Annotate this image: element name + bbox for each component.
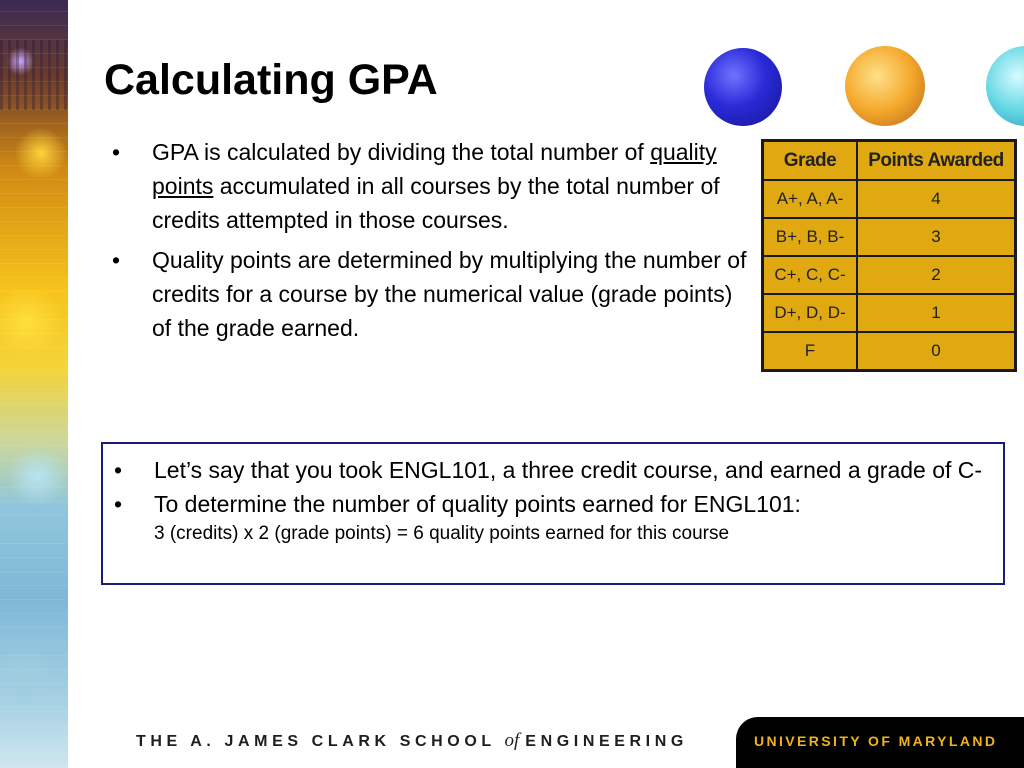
table-row [763, 332, 1016, 371]
gold-sphere-decoration [845, 46, 925, 126]
bullet-quality-points-definition [112, 243, 754, 345]
points-cell: 2 [857, 256, 1016, 294]
bullet-text: Let’s say that you took ENGL101, a three credit course, and earned a grade of C- [154, 457, 983, 483]
table-row [763, 180, 1016, 218]
bullet-example-calculation [114, 487, 994, 547]
points-cell: 4 [857, 180, 1016, 218]
decorative-left-strip [0, 0, 68, 768]
slide-title: Calculating GPA [104, 56, 438, 104]
points-cell: 1 [857, 294, 1016, 332]
blue-sphere-decoration [704, 48, 782, 126]
bullet-text: GPA is calculated by dividing the total number of [152, 139, 651, 165]
points-cell: 0 [857, 332, 1016, 371]
school-name-footer [136, 730, 688, 752]
circuit-lines-graphic [0, 0, 68, 768]
bullet-gpa-definition [112, 135, 754, 237]
grade-cell: C+, C, C- [763, 256, 858, 294]
bullet-text: Quality points are determined by multiplying the number of credits for a course by the numerical value (grade points) of the grade earned. [152, 247, 747, 341]
university-name: UNIVERSITY OF MARYLAND [754, 733, 998, 749]
table-header-row [763, 141, 1016, 181]
school-of-text: of [504, 730, 520, 751]
grade-cell: A+, A, A- [763, 180, 858, 218]
aqua-sphere-decoration [986, 46, 1024, 126]
bullet-text: accumulated in all courses by the total number of credits attempted in those courses. [152, 173, 720, 233]
table-row [763, 294, 1016, 332]
school-name-text: THE A. JAMES CLARK SCHOOL [136, 733, 496, 750]
grade-points-table [761, 139, 1017, 372]
table-row [763, 218, 1016, 256]
example-calculation-box [101, 442, 1005, 585]
grade-cell: D+, D, D- [763, 294, 858, 332]
grade-cell: B+, B, B- [763, 218, 858, 256]
school-engineering-text: ENGINEERING [525, 733, 688, 750]
example-list [114, 453, 994, 547]
quality-points-link[interactable]: quality points [152, 139, 717, 199]
points-cell: 3 [857, 218, 1016, 256]
grade-cell: F [763, 332, 858, 371]
table-row [763, 256, 1016, 294]
bullet-text: To determine the number of quality points earned for ENGL101: [154, 491, 801, 517]
calculation-text: 3 (credits) x 2 (grade points) = 6 quality points earned for this course [154, 523, 730, 544]
header-points-awarded: Points Awarded [857, 141, 1016, 181]
gpa-explanation-list [112, 135, 754, 351]
bullet-example-course [114, 453, 994, 487]
university-logo-bar [736, 717, 1024, 768]
header-grade: Grade [763, 141, 858, 181]
